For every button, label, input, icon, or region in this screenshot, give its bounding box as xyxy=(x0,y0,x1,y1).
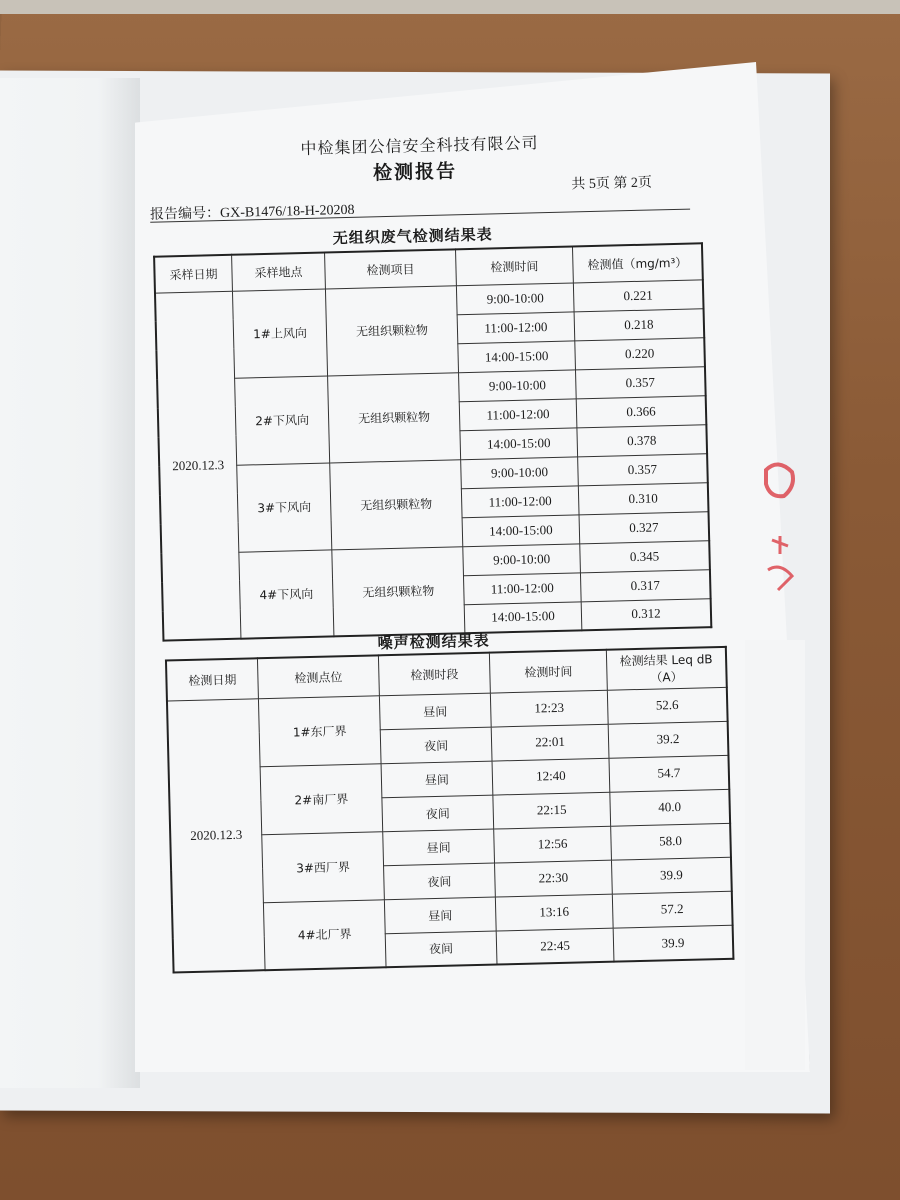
test-point: 1#东厂界 xyxy=(258,695,381,766)
page-count: 共 5页 第 2页 xyxy=(571,175,653,193)
red-stamp-seal xyxy=(758,450,798,620)
test-time: 14:00-15:00 xyxy=(464,601,582,633)
test-value: 0.345 xyxy=(580,540,710,572)
test-time: 11:00-12:00 xyxy=(457,311,575,343)
test-result: 40.0 xyxy=(610,789,730,826)
test-value: 0.357 xyxy=(575,366,705,398)
test-time: 11:00-12:00 xyxy=(463,572,581,604)
col-header: 检测时间 xyxy=(456,246,574,285)
sample-date: 2020.12.3 xyxy=(155,291,241,641)
test-result: 57.2 xyxy=(612,891,732,928)
air-table-title: 无组织废气检测结果表 xyxy=(332,227,493,248)
air-results-table xyxy=(153,242,712,641)
report-number: 报告编号：GX-B1476/18-H-20208 xyxy=(149,202,355,223)
time-period: 昼间 xyxy=(379,693,491,730)
test-value: 0.357 xyxy=(578,453,708,485)
test-item: 无组织颗粒物 xyxy=(332,546,465,636)
test-value: 0.312 xyxy=(581,598,711,630)
test-item: 无组织颗粒物 xyxy=(328,372,461,462)
test-time: 12:40 xyxy=(492,758,610,795)
col-header: 检测项目 xyxy=(325,249,457,288)
test-value: 0.327 xyxy=(579,511,709,543)
sample-location: 1#上风向 xyxy=(232,289,327,378)
test-value: 0.317 xyxy=(580,569,710,601)
test-time: 9:00-10:00 xyxy=(461,456,579,488)
col-header: 采样日期 xyxy=(154,255,232,293)
test-result: 39.9 xyxy=(613,925,733,962)
col-header: 检测结果 Leq dB（A） xyxy=(606,647,726,690)
test-time: 9:00-10:00 xyxy=(459,369,577,401)
time-period: 昼间 xyxy=(384,897,496,934)
time-period: 夜间 xyxy=(385,931,497,968)
report-title: 检测报告 xyxy=(372,161,458,185)
test-value: 0.366 xyxy=(576,395,706,427)
left-page xyxy=(0,78,140,1088)
company-name: 中检集团公信安全科技有限公司 xyxy=(300,135,539,159)
test-time: 14:00-15:00 xyxy=(462,514,580,546)
sample-location: 3#下风向 xyxy=(237,462,332,551)
noise-table-title: 噪声检测结果表 xyxy=(377,633,490,653)
test-item: 无组织颗粒物 xyxy=(330,459,463,549)
time-period: 夜间 xyxy=(382,795,494,832)
test-value: 0.218 xyxy=(574,308,704,340)
test-time: 14:00-15:00 xyxy=(460,427,578,459)
col-header: 检测时间 xyxy=(489,650,607,693)
time-period: 夜间 xyxy=(384,863,496,900)
time-period: 昼间 xyxy=(383,829,495,866)
test-result: 54.7 xyxy=(609,755,729,792)
test-point: 2#南厂界 xyxy=(260,763,383,834)
test-time: 11:00-12:00 xyxy=(461,485,579,517)
time-period: 夜间 xyxy=(380,727,492,764)
test-value: 0.220 xyxy=(575,337,705,369)
noise-results-table xyxy=(165,646,735,974)
test-result: 39.9 xyxy=(611,857,731,894)
sample-location: 4#下风向 xyxy=(239,549,334,638)
page-edge xyxy=(745,640,805,1070)
test-date: 2020.12.3 xyxy=(167,698,265,972)
col-header: 采样地点 xyxy=(232,253,326,291)
test-point: 3#西厂界 xyxy=(262,831,385,902)
time-period: 昼间 xyxy=(381,761,493,798)
test-value: 0.378 xyxy=(577,424,707,456)
test-item: 无组织颗粒物 xyxy=(325,285,458,375)
test-point: 4#北厂界 xyxy=(263,899,386,970)
test-result: 52.6 xyxy=(607,687,727,724)
test-time: 22:15 xyxy=(493,792,611,829)
test-time: 12:56 xyxy=(494,826,612,863)
test-result: 58.0 xyxy=(611,823,731,860)
col-header: 检测值（mg/m³） xyxy=(572,243,702,282)
col-header: 检测日期 xyxy=(166,658,258,700)
col-header: 检测时段 xyxy=(378,653,490,696)
test-time: 9:00-10:00 xyxy=(456,282,574,314)
test-time: 9:00-10:00 xyxy=(463,543,581,575)
test-value: 0.310 xyxy=(578,482,708,514)
sample-location: 2#下风向 xyxy=(235,375,330,464)
test-time: 14:00-15:00 xyxy=(458,340,576,372)
background-wall xyxy=(0,0,900,14)
test-time: 11:00-12:00 xyxy=(459,398,577,430)
test-time: 13:16 xyxy=(495,894,613,931)
test-time: 12:23 xyxy=(490,690,608,727)
test-time: 22:30 xyxy=(495,860,613,897)
test-time: 22:01 xyxy=(491,724,609,761)
test-value: 0.221 xyxy=(573,279,703,311)
test-time: 22:45 xyxy=(496,928,614,965)
col-header: 检测点位 xyxy=(257,655,379,698)
test-result: 39.2 xyxy=(608,721,728,758)
